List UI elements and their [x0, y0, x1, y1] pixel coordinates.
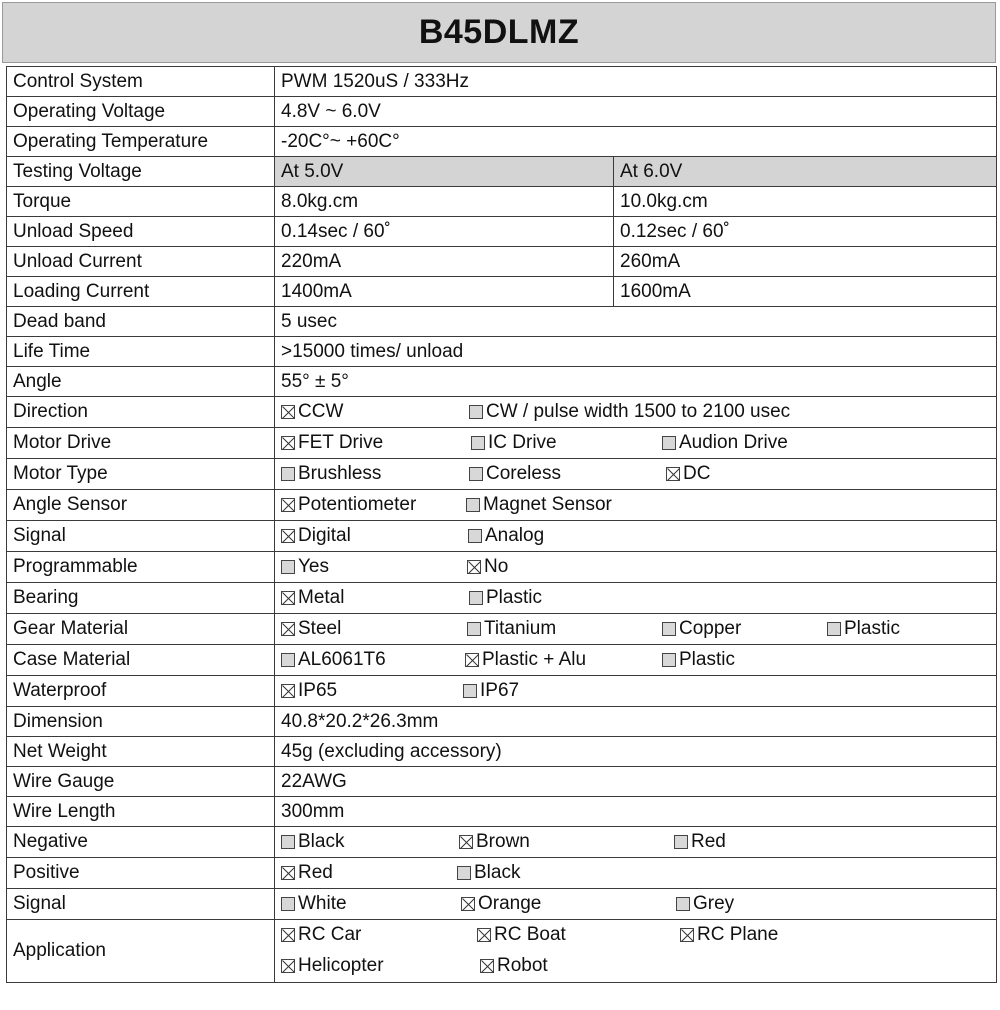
option-red [281, 858, 333, 888]
checkbox-icon [676, 897, 690, 911]
option-orange [461, 889, 541, 919]
row-gear-material [7, 614, 997, 645]
option-cw [469, 397, 790, 427]
value-unload-speed-a: 0.14sec / 60˚ [275, 217, 614, 247]
option-red [674, 827, 726, 857]
option-label: Red [691, 831, 726, 852]
option-metal [281, 583, 344, 613]
value-unload-speed-b: 0.12sec / 60˚ [614, 217, 997, 247]
option-label: FET Drive [298, 432, 384, 453]
option-coreless [469, 459, 561, 489]
option-label: IP65 [298, 680, 338, 701]
label-control-system: Control System [7, 67, 275, 97]
option-label: Plastic [844, 618, 900, 639]
options-angle-sensor [275, 490, 997, 521]
option-label: RC Plane [697, 924, 779, 945]
option-audion-drive [662, 428, 788, 458]
option-fet-drive [281, 428, 383, 458]
option-label: White [298, 893, 347, 914]
checkbox-icon [281, 928, 295, 942]
options-signal [275, 521, 997, 552]
label-testing-voltage: Testing Voltage [7, 157, 275, 187]
label-net-weight: Net Weight [7, 737, 275, 767]
option-white [281, 889, 347, 919]
option-label: No [484, 556, 509, 577]
label-dead-band: Dead band [7, 307, 275, 337]
option-label: DC [683, 463, 711, 484]
value-net-weight: 45g (excluding accessory) [275, 737, 997, 767]
row-waterproof [7, 676, 997, 707]
checkbox-icon [281, 959, 295, 973]
row-dead-band [7, 307, 997, 337]
checkbox-icon [468, 529, 482, 543]
checkbox-icon [469, 467, 483, 481]
option-label: CW / pulse width 1500 to 2100 usec [486, 401, 791, 422]
checkbox-icon [281, 560, 295, 574]
checkbox-icon [467, 560, 481, 574]
checkbox-icon [827, 622, 841, 636]
label-motor-type: Motor Type [7, 459, 275, 490]
row-motor-drive [7, 428, 997, 459]
option-rc-boat [477, 920, 566, 950]
option-yes [281, 552, 329, 582]
label-bearing: Bearing [7, 583, 275, 614]
option-label: Black [474, 862, 521, 883]
option-grey [676, 889, 734, 919]
label-gear-material: Gear Material [7, 614, 275, 645]
value-control-system: PWM 1520uS / 333Hz [275, 67, 997, 97]
option-label: Orange [478, 893, 542, 914]
checkbox-icon [281, 529, 295, 543]
row-positive [7, 858, 997, 889]
option-no [467, 552, 508, 582]
label-unload-speed: Unload Speed [7, 217, 275, 247]
label-case-material: Case Material [7, 645, 275, 676]
row-unload-speed [7, 217, 997, 247]
row-torque [7, 187, 997, 217]
checkbox-icon [457, 866, 471, 880]
label-programmable: Programmable [7, 552, 275, 583]
label-angle: Angle [7, 367, 275, 397]
checkbox-icon [469, 405, 483, 419]
option-black [281, 827, 344, 857]
option-ccw [281, 397, 343, 427]
option-ip67 [463, 676, 519, 706]
checkbox-icon [477, 928, 491, 942]
option-titanium [467, 614, 556, 644]
checkbox-icon [480, 959, 494, 973]
option-label: Coreless [486, 463, 561, 484]
option-label: Helicopter [298, 955, 384, 976]
row-angle [7, 367, 997, 397]
option-plastic-alu [465, 645, 586, 675]
row-net-weight [7, 737, 997, 767]
option-brushless [281, 459, 381, 489]
checkbox-icon [662, 436, 676, 450]
spec-table [6, 66, 997, 983]
option-magnet-sensor [466, 490, 612, 520]
value-torque-b: 10.0kg.cm [614, 187, 997, 217]
page-title: B45DLMZ [418, 13, 580, 51]
option-label: Steel [298, 618, 342, 639]
option-label: Yes [298, 556, 329, 577]
option-label: CCW [298, 401, 344, 422]
option-label: Robot [497, 955, 548, 976]
row-application [7, 920, 997, 983]
row-signal-wire [7, 889, 997, 920]
checkbox-icon [281, 866, 295, 880]
row-unload-current [7, 247, 997, 277]
label-torque: Torque [7, 187, 275, 217]
option-label: Plastic [486, 587, 542, 608]
value-torque-a: 8.0kg.cm [275, 187, 614, 217]
row-negative [7, 827, 997, 858]
option-plastic [827, 614, 900, 644]
checkbox-icon [463, 684, 477, 698]
options-positive [275, 858, 997, 889]
label-loading-current: Loading Current [7, 277, 275, 307]
option-label: Audion Drive [679, 432, 788, 453]
option-analog [468, 521, 544, 551]
row-operating-temperature [7, 127, 997, 157]
checkbox-icon [281, 653, 295, 667]
option-label: Plastic [679, 649, 735, 670]
option-label: Metal [298, 587, 345, 608]
option-digital [281, 521, 351, 551]
checkbox-icon [281, 498, 295, 512]
options-programmable [275, 552, 997, 583]
row-dimension [7, 707, 997, 737]
option-copper [662, 614, 741, 644]
option-label: Potentiometer [298, 494, 417, 515]
option-label: Copper [679, 618, 742, 639]
option-label: Magnet Sensor [483, 494, 612, 515]
label-positive: Positive [7, 858, 275, 889]
checkbox-icon [281, 684, 295, 698]
option-label: Titanium [484, 618, 557, 639]
checkbox-icon [674, 835, 688, 849]
row-testing-voltage [7, 157, 997, 187]
value-operating-voltage: 4.8V ~ 6.0V [275, 97, 997, 127]
label-application: Application [7, 920, 275, 983]
options-bearing [275, 583, 997, 614]
option-label: Analog [485, 525, 545, 546]
label-signal: Signal [7, 521, 275, 552]
value-life-time: >15000 times/ unload [275, 337, 997, 367]
checkbox-icon [680, 928, 694, 942]
checkbox-icon [281, 405, 295, 419]
option-label: Black [298, 831, 345, 852]
row-case-material [7, 645, 997, 676]
row-loading-current [7, 277, 997, 307]
option-label: Digital [298, 525, 351, 546]
option-steel [281, 614, 341, 644]
row-operating-voltage [7, 97, 997, 127]
value-dead-band: 5 usec [275, 307, 997, 337]
checkbox-icon [281, 591, 295, 605]
row-bearing [7, 583, 997, 614]
option-black [457, 858, 520, 888]
option-label: IP67 [480, 680, 520, 701]
value-angle: 55° ± 5° [275, 367, 997, 397]
option-robot [480, 951, 548, 981]
checkbox-icon [467, 622, 481, 636]
options-negative [275, 827, 997, 858]
label-direction: Direction [7, 397, 275, 428]
option-ip65 [281, 676, 337, 706]
options-motor-drive [275, 428, 997, 459]
checkbox-icon [281, 835, 295, 849]
checkbox-icon [459, 835, 473, 849]
option-potentiometer [281, 490, 416, 520]
label-wire-length: Wire Length [7, 797, 275, 827]
checkbox-icon [281, 622, 295, 636]
checkbox-icon [662, 653, 676, 667]
value-unload-current-b: 260mA [614, 247, 997, 277]
label-operating-voltage: Operating Voltage [7, 97, 275, 127]
option-dc [666, 459, 710, 489]
option-label: RC Car [298, 924, 362, 945]
row-control-system [7, 67, 997, 97]
options-motor-type [275, 459, 997, 490]
row-direction [7, 397, 997, 428]
option-label: Red [298, 862, 333, 883]
value-testing-voltage-b: At 6.0V [614, 157, 997, 187]
row-programmable [7, 552, 997, 583]
title-bar [2, 2, 996, 63]
checkbox-icon [465, 653, 479, 667]
value-wire-length: 300mm [275, 797, 997, 827]
option-rc-car [281, 920, 361, 950]
checkbox-icon [662, 622, 676, 636]
value-loading-current-b: 1600mA [614, 277, 997, 307]
option-rc-plane [680, 920, 778, 950]
option-al6061t6 [281, 645, 386, 675]
options-signal-wire [275, 889, 997, 920]
checkbox-icon [469, 591, 483, 605]
row-signal [7, 521, 997, 552]
options-waterproof [275, 676, 997, 707]
options-gear-material [275, 614, 997, 645]
option-ic-drive [471, 428, 557, 458]
options-case-material [275, 645, 997, 676]
label-negative: Negative [7, 827, 275, 858]
row-wire-length [7, 797, 997, 827]
label-signal-wire: Signal [7, 889, 275, 920]
option-label: Grey [693, 893, 735, 914]
label-angle-sensor: Angle Sensor [7, 490, 275, 521]
label-wire-gauge: Wire Gauge [7, 767, 275, 797]
checkbox-icon [471, 436, 485, 450]
value-loading-current-a: 1400mA [275, 277, 614, 307]
option-label: Brown [476, 831, 530, 852]
label-unload-current: Unload Current [7, 247, 275, 277]
option-label: Brushless [298, 463, 382, 484]
label-dimension: Dimension [7, 707, 275, 737]
row-life-time [7, 337, 997, 367]
checkbox-icon [281, 436, 295, 450]
value-operating-temperature: -20C°~ +60C° [275, 127, 997, 157]
option-label: AL6061T6 [298, 649, 386, 670]
row-angle-sensor [7, 490, 997, 521]
option-plastic [469, 583, 542, 613]
option-helicopter [281, 951, 384, 981]
checkbox-icon [281, 897, 295, 911]
label-operating-temperature: Operating Temperature [7, 127, 275, 157]
option-plastic [662, 645, 735, 675]
checkbox-icon [281, 467, 295, 481]
option-brown [459, 827, 530, 857]
option-label: Plastic + Alu [482, 649, 587, 670]
checkbox-icon [466, 498, 480, 512]
value-dimension: 40.8*20.2*26.3mm [275, 707, 997, 737]
label-motor-drive: Motor Drive [7, 428, 275, 459]
row-motor-type [7, 459, 997, 490]
option-label: RC Boat [494, 924, 566, 945]
options-application [275, 920, 997, 983]
row-wire-gauge [7, 767, 997, 797]
option-label: IC Drive [488, 432, 557, 453]
options-direction [275, 397, 997, 428]
value-testing-voltage-a: At 5.0V [275, 157, 614, 187]
label-life-time: Life Time [7, 337, 275, 367]
checkbox-icon [461, 897, 475, 911]
value-wire-gauge: 22AWG [275, 767, 997, 797]
value-unload-current-a: 220mA [275, 247, 614, 277]
label-waterproof: Waterproof [7, 676, 275, 707]
checkbox-icon [666, 467, 680, 481]
